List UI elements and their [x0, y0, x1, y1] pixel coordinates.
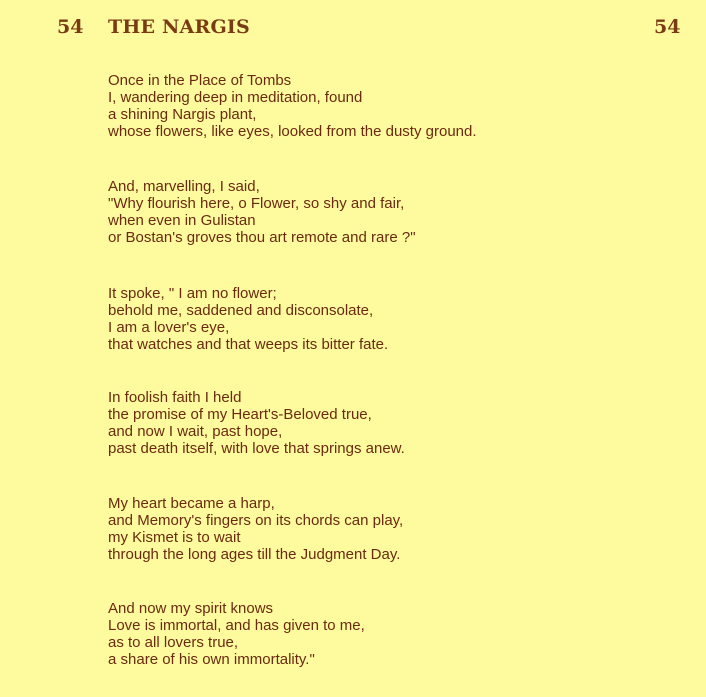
poem-line: and now I wait, past hope, — [108, 423, 283, 440]
poem-line: It spoke, " I am no flower; — [108, 285, 277, 302]
poem-line: Once in the Place of Tombs — [108, 72, 292, 89]
page-number-right: 54 — [654, 16, 681, 38]
page-number-left: 54 — [57, 16, 84, 38]
poem-line: as to all lovers true, — [108, 634, 239, 651]
poem-line: My heart became a harp, — [108, 495, 275, 512]
poem-line: behold me, saddened and disconsolate, — [108, 302, 374, 319]
stanza-4 — [108, 389, 405, 457]
poem-line: a share of his own immortality." — [108, 651, 315, 668]
poem-line: Love is immortal, and has given to me, — [108, 617, 365, 634]
poem-title: THE NARGIS — [108, 16, 250, 38]
stanza-5 — [108, 495, 403, 563]
poem-line: and Memory's fingers on its chords can play, — [108, 512, 404, 529]
poem-line: through the long ages till the Judgment Day. — [108, 546, 401, 563]
poem-line: that watches and that weeps its bitter fate. — [108, 336, 389, 353]
poem-line: I, wandering deep in meditation, found — [108, 89, 363, 106]
poem-line: when even in Gulistan — [108, 212, 256, 229]
stanza-1 — [108, 72, 477, 140]
poem-line: the promise of my Heart's-Beloved true, — [108, 406, 372, 423]
poem-line: or Bostan's groves thou art remote and rare ?" — [108, 229, 416, 246]
poem-line: And now my spirit knows — [108, 600, 274, 617]
poem-line: my Kismet is to wait — [108, 529, 241, 546]
poem-line: "Why flourish here, o Flower, so shy and fair, — [108, 195, 405, 212]
poem-line: past death itself, with love that springs anew. — [108, 440, 405, 457]
poem-line: whose flowers, like eyes, looked from the dusty ground. — [108, 123, 477, 140]
stanza-2 — [108, 178, 416, 246]
poem-line: In foolish faith I held — [108, 389, 242, 406]
poem-line: And, marvelling, I said, — [108, 178, 260, 195]
poem-line: I am a lover's eye, — [108, 319, 230, 336]
stanza-3 — [108, 285, 388, 353]
poem-line: a shining Nargis plant, — [108, 106, 257, 123]
stanza-6 — [108, 600, 365, 668]
